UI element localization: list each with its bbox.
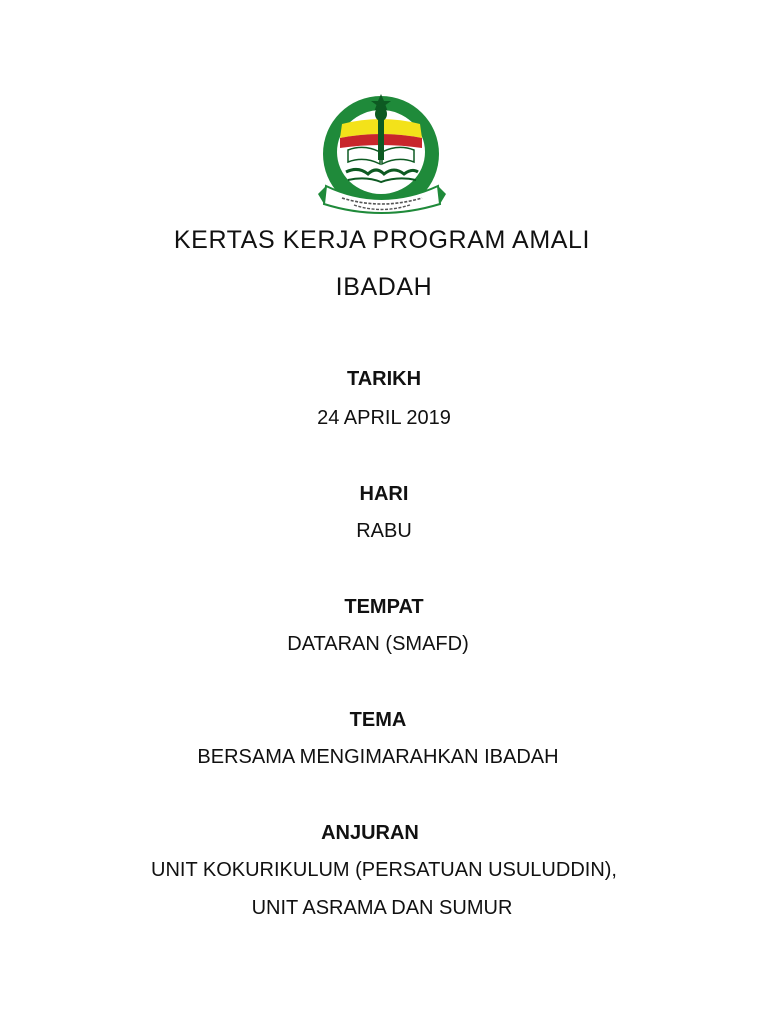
tempat-value: DATARAN (SMAFD)	[287, 633, 469, 655]
tema-label: TEMA	[349, 709, 407, 731]
anjuran-value-line-2: UNIT ASRAMA DAN SUMUR	[251, 897, 513, 919]
hari-label: HARI	[359, 483, 409, 505]
school-crest-logo	[318, 94, 446, 218]
tema-value: BERSAMA MENGIMARAHKAN IBADAH	[197, 746, 559, 768]
tarikh-value: 24 APRIL 2019	[317, 407, 451, 429]
anjuran-label: ANJURAN	[321, 822, 419, 844]
anjuran-value-line-1: UNIT KOKURIKULUM (PERSATUAN USULUDDIN),	[151, 859, 617, 881]
document-title-line-2: IBADAH	[335, 273, 433, 301]
tarikh-label: TARIKH	[346, 368, 422, 390]
hari-value: RABU	[356, 520, 412, 542]
document-title-line-1: KERTAS KERJA PROGRAM AMALI	[173, 226, 591, 254]
tempat-label: TEMPAT	[344, 596, 424, 618]
